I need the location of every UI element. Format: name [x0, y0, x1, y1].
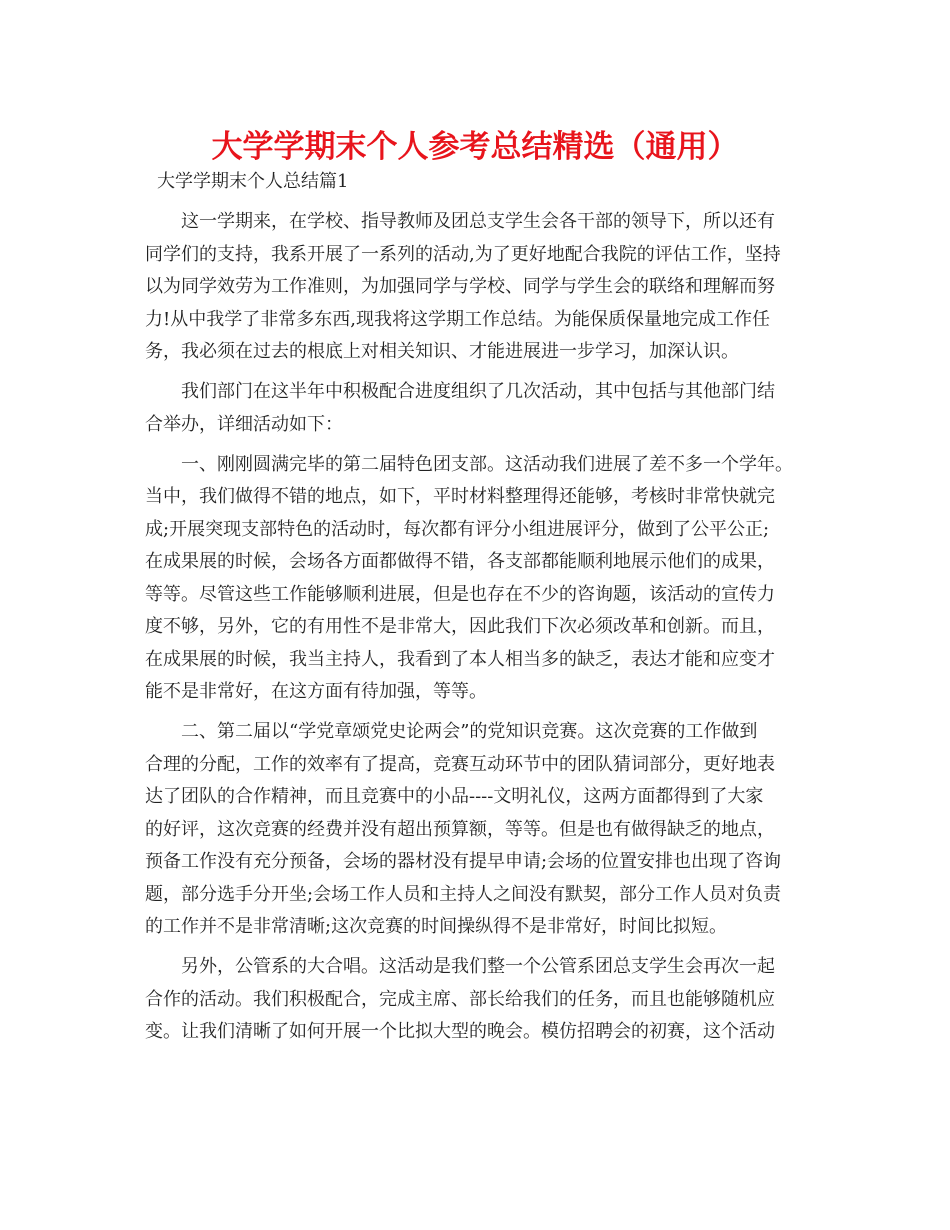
paragraph-line: 合理的分配，工作的效率有了提高，竞赛互动环节中的团队猜词部分，更好地表 [145, 753, 775, 775]
paragraph-line: 能不是非常好，在这方面有待加强，等等。 [145, 681, 487, 702]
section-heading: 大学学期末个人总结篇1 [157, 171, 349, 192]
paragraph-line: 我们部门在这半年中积极配合进度组织了几次活动，其中包括与其他部门结 [181, 381, 775, 402]
paragraph-line: 一、刚刚圆满完毕的第二届特色团支部。这活动我们进展了差不多一个学年。 [181, 453, 793, 475]
document-title: 大学学期末个人参考总结精选（通用） [211, 129, 739, 165]
paragraph-spacer [145, 199, 821, 207]
paragraph-line: 达了团队的合作精神，而且竞赛中的小品----文明礼仪，这两方面都得到了大家 [145, 786, 764, 807]
paragraph [145, 449, 821, 709]
paragraph-line: 度不够，另外，它的有用性不是非常大，因此我们下次必须改革和创新。而且， [145, 616, 775, 637]
paragraph-line: 预备工作没有充分预备，会场的器材没有提早申请;会场的位置安排也出现了咨询 [145, 851, 782, 872]
paragraph-line: 合作的活动。我们积极配合，完成主席、部长给我们的任务，而且也能够随机应 [145, 988, 775, 1010]
paragraph-line: 题，部分选手分开坐;会场工作人员和主持人之间没有默契，部分工作人员对负责 [145, 883, 782, 905]
paragraph-line: 的工作并不是非常清晰;这次竞赛的时间操纵得不是非常好，时间比拟短。 [145, 916, 728, 937]
paragraph-spacer [145, 944, 821, 952]
paragraph [145, 716, 821, 944]
paragraph-spacer [145, 369, 821, 377]
paragraph-line: 的好评，这次竞赛的经费并没有超出预算额，等等。但是也有做得缺乏的地点， [145, 818, 775, 840]
paragraph [145, 376, 821, 441]
paragraph-line: 成;开展突现支部特色的活动时，每次都有评分小组进展评分，做到了公平公正; [145, 518, 770, 540]
paragraph-line: 同学们的支持，我系开展了一系列的活动,为了更好地配合我院的评估工作，坚持 [145, 243, 781, 265]
paragraph [145, 206, 821, 369]
paragraph-line: 在成果展的时候，会场各方面都做得不错，各支部都能顺利地展示他们的成果， [145, 551, 775, 572]
document-body [145, 166, 821, 1049]
paragraph-spacer [145, 709, 821, 717]
paragraph-line: 务，我必须在过去的根底上对相关知识、才能进展进一步学习，加深认识。 [145, 341, 739, 362]
paragraph-spacer [145, 441, 821, 449]
paragraph-line: 以为同学效劳为工作准则，为加强同学与学校、同学与学生会的联络和理解而努 [145, 276, 775, 297]
paragraph-line: 这一学期来，在学校、指导教师及团总支学生会各干部的领导下，所以还有 [181, 211, 775, 232]
paragraph-line: 当中，我们做得不错的地点，如下，平时材料整理得还能够，考核时非常快就完 [145, 486, 775, 507]
paragraph-line: 等等。尽管这些工作能够顺利进展，但是也存在不少的咨询题，该活动的宣传力 [145, 583, 775, 605]
paragraph-line: 在成果展的时候，我当主持人，我看到了本人相当多的缺乏，表达才能和应变才 [145, 648, 775, 670]
paragraph-line: 另外，公管系的大合唱。这活动是我们整一个公管系团总支学生会再次一起 [181, 956, 775, 977]
paragraph-line: 变。让我们清晰了如何开展一个比拟大型的晚会。模仿招聘会的初赛，这个活动 [145, 1021, 775, 1042]
paragraph-line: 二、第二届以“学党章颂党史论两会”的党知识竞赛。这次竞赛的工作做到 [181, 721, 758, 742]
paragraph [145, 951, 821, 1049]
paragraph-line: 力!从中我学了非常多东西,现我将这学期工作总结。为能保质保量地完成工作任 [145, 308, 770, 330]
paragraph-line: 合举办，详细活动如下： [145, 413, 343, 435]
